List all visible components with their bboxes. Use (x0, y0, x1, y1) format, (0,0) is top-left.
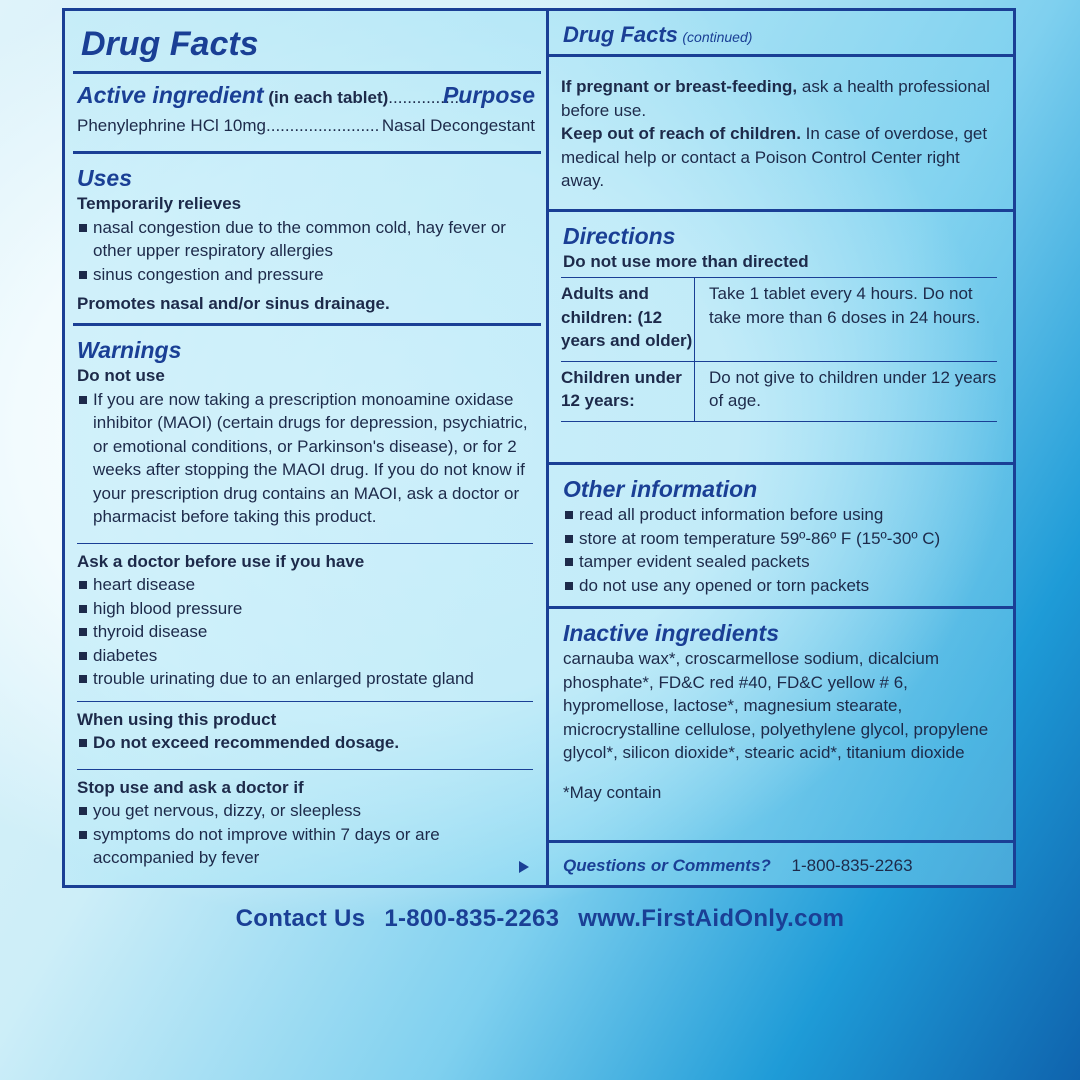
website-link[interactable]: www.FirstAidOnly.com (578, 905, 845, 932)
list-item: high blood pressure (77, 597, 533, 621)
inactive-ingredients-list: carnauba wax*, croscarmellose sodium, dicalcium phosphate*, FD&C red #40, FD&C yellow # 6, hypromellose, lactose*, magnesium stearate, microcrystalline cellulose, polyethylene glycol, propylene glycol*, silicon dioxide*, stearic acid*, titanium dioxide (563, 649, 989, 762)
ask-doctor-heading: Ask a doctor before use if you have (77, 551, 365, 571)
active-qualifier: (in each tablet) (263, 88, 389, 107)
list-item: tamper evident sealed packets (563, 550, 1003, 574)
ingredient-purpose: Nasal Decongestant (381, 116, 535, 135)
continued-label: (continued) (682, 29, 753, 45)
table-row (561, 361, 997, 422)
divider (77, 701, 533, 702)
table-cell: Children under 12 years: (561, 362, 695, 421)
list-item: do not use any opened or torn packets (563, 574, 1003, 598)
directions-subheading: Do not use more than directed (563, 252, 809, 271)
directions-heading: Directions (563, 223, 676, 249)
table-row (561, 277, 997, 361)
list-item: read all product information before using (563, 503, 1003, 527)
questions-phone[interactable]: 1-800-835-2263 (791, 856, 913, 875)
stop-use-heading: Stop use and ask a doctor if (77, 777, 304, 797)
uses-note: Promotes nasal and/or sinus drainage. (77, 294, 390, 313)
active-ingredient-box (73, 74, 541, 154)
questions-box (549, 843, 1013, 885)
keep-out-text: In case of overdose, get medical help or contact a Poison Control Center right away. (561, 124, 988, 190)
inactive-ingredients-heading: Inactive ingredients (563, 620, 780, 646)
table-cell: Do not give to children under 12 years of age. (709, 367, 997, 410)
list-item: sinus congestion and pressure (77, 263, 533, 287)
inactive-ingredients-box (549, 609, 1013, 843)
pregnant-heading: If pregnant or breast-feeding, (561, 77, 798, 96)
table-cell: Take 1 tablet every 4 hours. Do not take more than 6 doses in 24 hours. (709, 284, 981, 327)
table-cell: Adults and children: (12 years and older) (561, 278, 695, 361)
ingredient-name: Phenylephrine HCl 10mg (77, 116, 266, 135)
list-item: diabetes (77, 644, 533, 668)
uses-subheading: Temporarily relieves (77, 194, 242, 213)
warnings-box (73, 326, 541, 885)
right-column (549, 11, 1013, 885)
may-contain-note: *May contain (563, 782, 662, 802)
continued-title-box (549, 11, 1013, 57)
list-item: store at room temperature 59º-86º F (15º-30º C) (563, 527, 1003, 551)
uses-heading: Uses (77, 165, 132, 191)
left-column (65, 11, 549, 885)
continue-arrow-icon (519, 861, 529, 873)
warnings-heading: Warnings (77, 337, 182, 363)
questions-label: Questions or Comments? (563, 856, 771, 875)
page-title: Drug Facts (81, 25, 259, 63)
continued-title: Drug Facts (563, 22, 678, 47)
keep-out-heading: Keep out of reach of children. (561, 124, 801, 143)
pregnancy-box (549, 57, 1013, 212)
uses-box (73, 154, 541, 326)
list-item: thyroid disease (77, 620, 533, 644)
directions-table (561, 277, 997, 422)
active-ingredient-heading: Active ingredient (77, 82, 264, 108)
contact-label: Contact Us (235, 905, 366, 932)
list-item: heart disease (77, 573, 533, 597)
divider (77, 543, 533, 544)
title-box (73, 11, 541, 74)
dot-leader: ........................ (266, 116, 380, 135)
drug-facts-panel (62, 8, 1016, 888)
dot-leader: ............... (388, 88, 460, 107)
purpose-heading: Purpose (442, 82, 535, 108)
list-item: If you are now taking a prescription monoamine oxidase inhibitor (MAOI) (certain drugs for depression, psychiatric, or emotional conditions, or Parkinson's disease), or for 2 weeks after stopping the MAOI drug. If you do not know if your prescription drug contains an MAOI, ask a doctor or pharmacist before taking this product. (77, 388, 533, 529)
divider (77, 769, 533, 770)
directions-box (549, 212, 1013, 465)
list-item: symptoms do not improve within 7 days or are accompanied by fever (77, 823, 463, 870)
list-item: nasal congestion due to the common cold, hay fever or other upper respiratory allergies (77, 216, 533, 263)
contact-phone[interactable]: 1-800-835-2263 (384, 905, 560, 932)
other-information-box (549, 465, 1013, 609)
list-item: you get nervous, dizzy, or sleepless (77, 799, 533, 823)
when-using-heading: When using this product (77, 709, 277, 729)
other-information-heading: Other information (563, 476, 758, 502)
list-item: trouble urinating due to an enlarged prostate gland (77, 667, 533, 691)
list-item: Do not exceed recommended dosage. (77, 731, 533, 755)
pregnant-text: ask a health professional before use. (561, 77, 990, 120)
contact-footer (0, 905, 1080, 933)
do-not-use-heading: Do not use (77, 366, 165, 385)
